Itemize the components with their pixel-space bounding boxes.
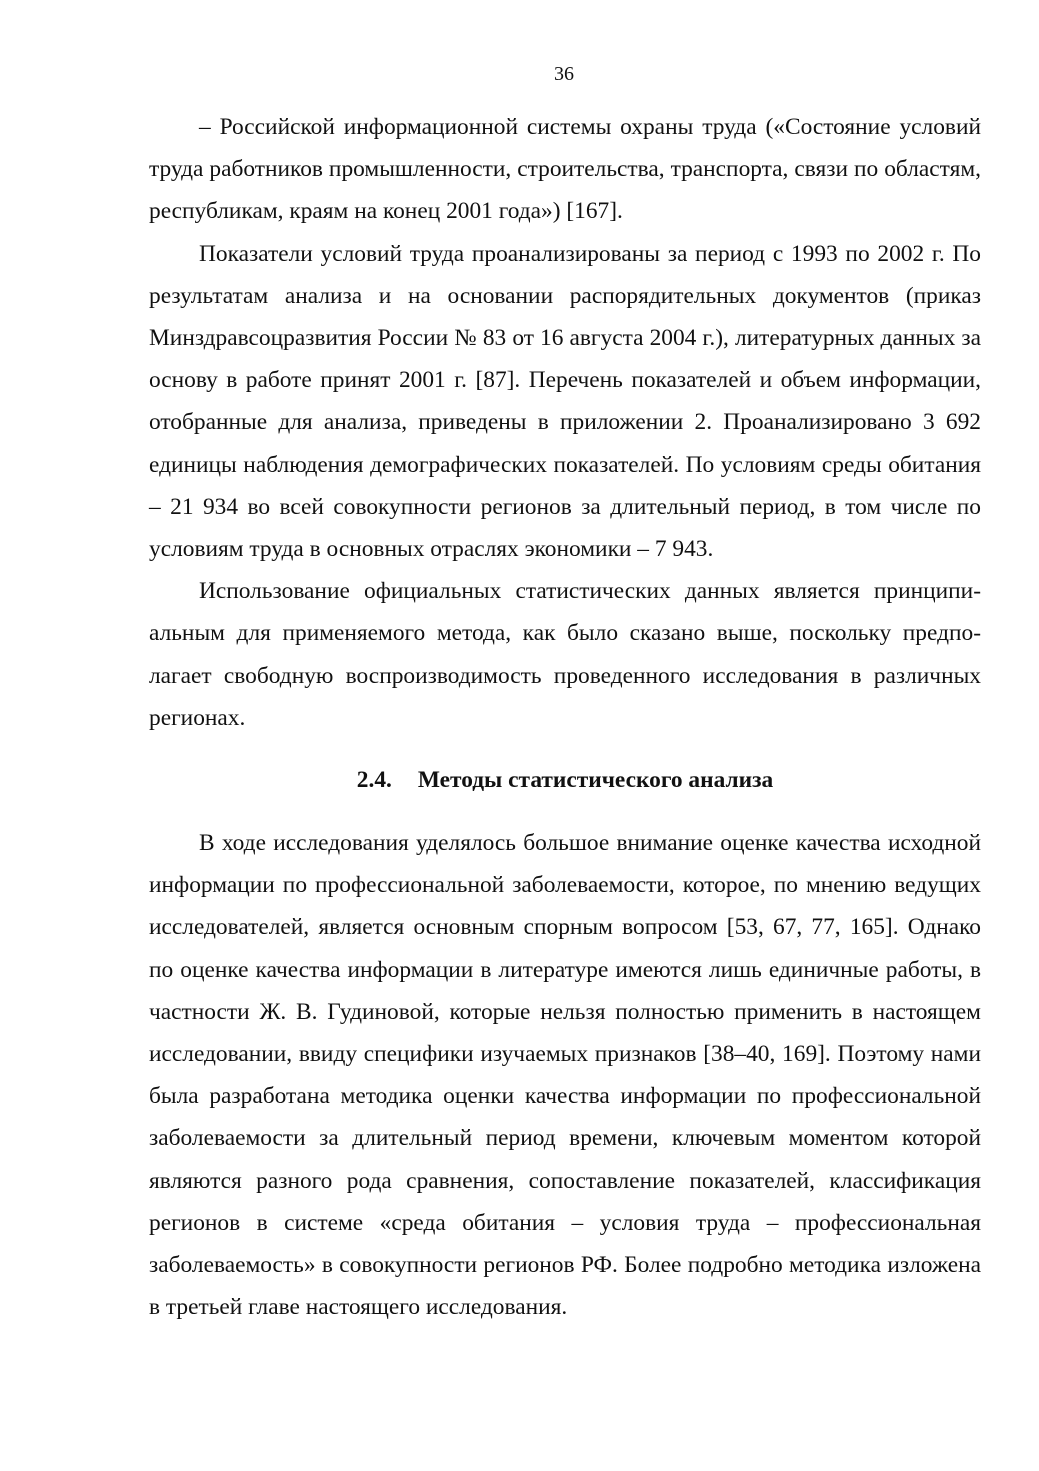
- text-block-top: [149, 106, 981, 739]
- section-number: 2.4.: [356, 767, 392, 793]
- paragraph-quality-assessment: В ходе исследования уделялось большое внимание оценке качества исходной информации по профессиональной заболеваемости, которое, по мнению ведущих исследователей, является основным спорным вопросом [53, 67, 77, 165]. Однако по оценке качества информации в литературе имеются лишь единичные работы, в частности Ж. В. Гудиновой, которые нельзя полностью применить в настоящем исследовании, ввиду специфики изучаемых признаков [38–40, 169]. Поэтому нами была разработана методика оценки качества информации по профессиональной заболеваемости за длительный период времени, ключевым моментом которой являются разного рода сравнения, сопоставление показателей, классификация регионов в системе «среда обитания – условия труда – профессиональная заболеваемость» в совокупности регионов РФ. Более подробно методика изложена в третьей главе настоящего исследования.: [149, 830, 981, 1321]
- text-block-bottom: [149, 822, 981, 1328]
- section-heading: [0, 760, 1039, 800]
- page-number: 36: [554, 63, 574, 85]
- paragraph-list-item: – Российской информационной системы охраны труда («Состояние условий труда работников промышленности, строительства, транспорта, связи по областям, республикам, краям на конец 2001 года») [167].: [149, 114, 981, 225]
- paragraph-indicators: Показатели условий труда проанализированы за период с 1993 по 2002 г. По результатам анализа и на основании распорядительных документов (приказ Минздравсоцразвития России № 83 от 16 августа 2004 г.), литературных данных за основу в работе принят 2001 г. [87]. Перечень показателей и объем информации, отобранные для анализа, приведены в приложении 2. Проанализировано 3 692 единицы наблюдения демографических показателей. По условиям среды обитания – 21 934 во всей совокупности регионов за длительный период, в том числе по условиям труда в основных отраслях экономики – 7 943.: [149, 240, 981, 563]
- section-title: Методы статистического анализа: [417, 767, 774, 793]
- paragraph-official-statistics: Использование официальных статистических данных является принципиальным для применяемого метода, как было сказано выше, поскольку предполагает свободную воспроизводимость проведенного исследования в различных регионах.: [149, 578, 981, 731]
